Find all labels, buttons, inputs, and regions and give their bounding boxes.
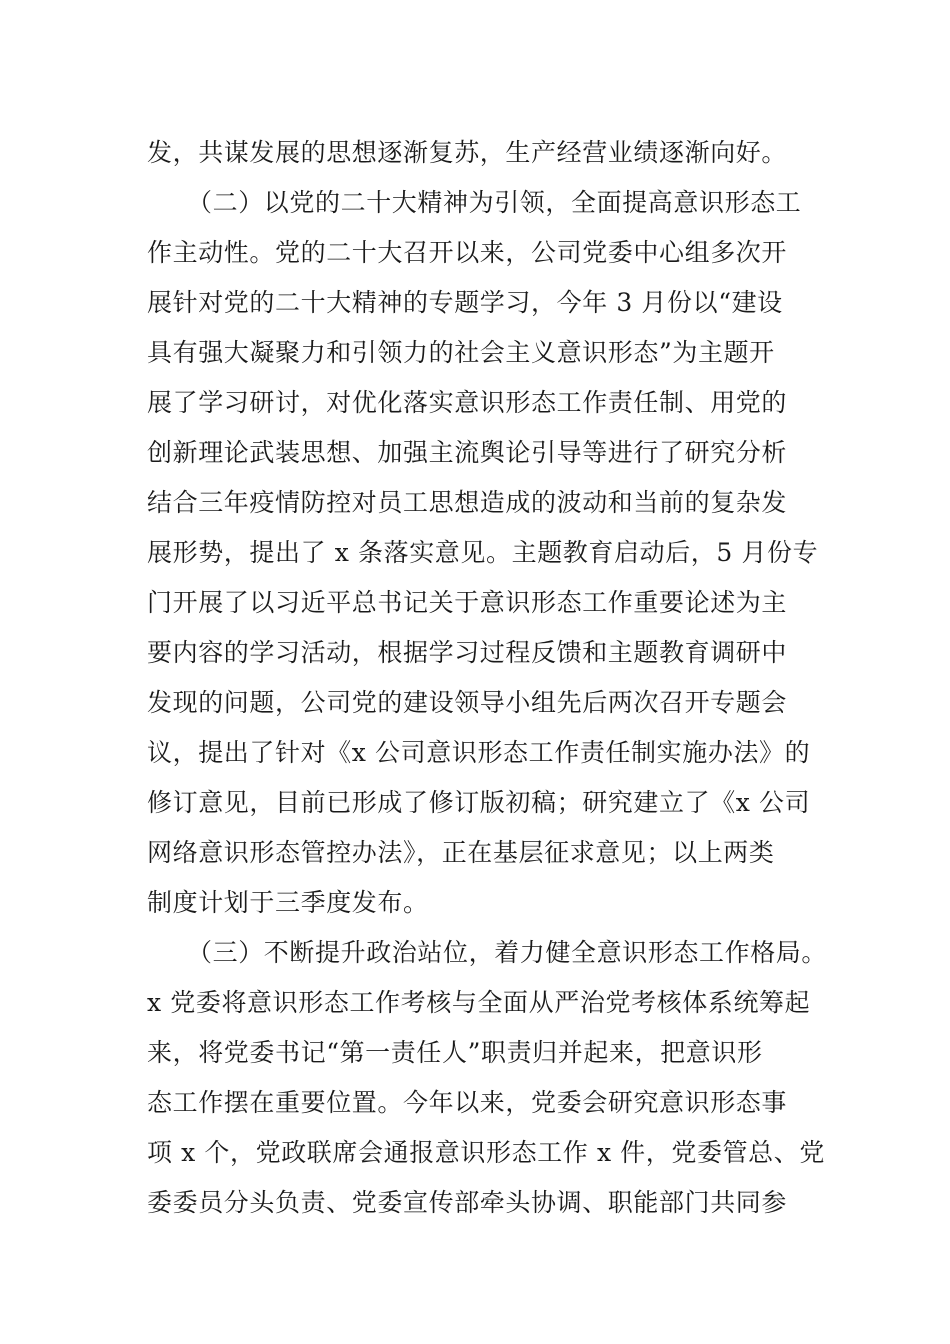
text-line: 发现的问题，公司党的建设领导小组先后两次召开专题会 — [147, 688, 788, 717]
text-line: 项 x 个，党政联席会通报意识形态工作 x 件，党委管总、党 — [147, 1138, 825, 1167]
text-line: 创新理论武装思想、加强主流舆论引导等进行了研究分析 — [147, 438, 788, 467]
section-heading-3: （三）不断提升政治站位，着力健全意识形态工作格局。 — [187, 938, 828, 967]
text-line: 制度计划于三季度发布。 — [147, 888, 429, 917]
text-line: 要内容的学习活动，根据学习过程反馈和主题教育调研中 — [147, 638, 788, 667]
body-text — [147, 128, 837, 1228]
text-line: 网络意识形态管控办法》，正在基层征求意见；以上两类 — [147, 838, 775, 867]
text-line: 展形势，提出了 x 条落实意见。主题教育启动后，5 月份专 — [147, 538, 819, 567]
text-line: 来，将党委书记“第一责任人”职责归并起来，把意识形 — [147, 1038, 763, 1067]
text-line: 展针对党的二十大精神的专题学习，今年 3 月份以“建设 — [147, 288, 783, 317]
text-line: 修订意见，目前已形成了修订版初稿；研究建立了《x 公司 — [147, 788, 811, 817]
text-line: 门开展了以习近平总书记关于意识形态工作重要论述为主 — [147, 588, 788, 617]
text-line: x 党委将意识形态工作考核与全面从严治党考核体系统筹起 — [147, 988, 811, 1017]
text-line: 议，提出了针对《x 公司意识形态工作责任制实施办法》的 — [147, 738, 811, 767]
section-heading-2: （二）以党的二十大精神为引领，全面提高意识形态工 — [187, 188, 802, 217]
text-line: 展了学习研讨，对优化落实意识形态工作责任制、用党的 — [147, 388, 788, 417]
text-line: 态工作摆在重要位置。今年以来，党委会研究意识形态事 — [147, 1088, 788, 1117]
text-line: 结合三年疫情防控对员工思想造成的波动和当前的复杂发 — [147, 488, 788, 517]
text-line: 委委员分头负责、党委宣传部牵头协调、职能部门共同参 — [147, 1188, 788, 1217]
text-line: 具有强大凝聚力和引领力的社会主义意识形态”为主题开 — [147, 338, 775, 367]
text-line: 发，共谋发展的思想逐渐复苏，生产经营业绩逐渐向好。 — [147, 138, 788, 167]
text-line: 作主动性。党的二十大召开以来，公司党委中心组多次开 — [147, 238, 788, 267]
